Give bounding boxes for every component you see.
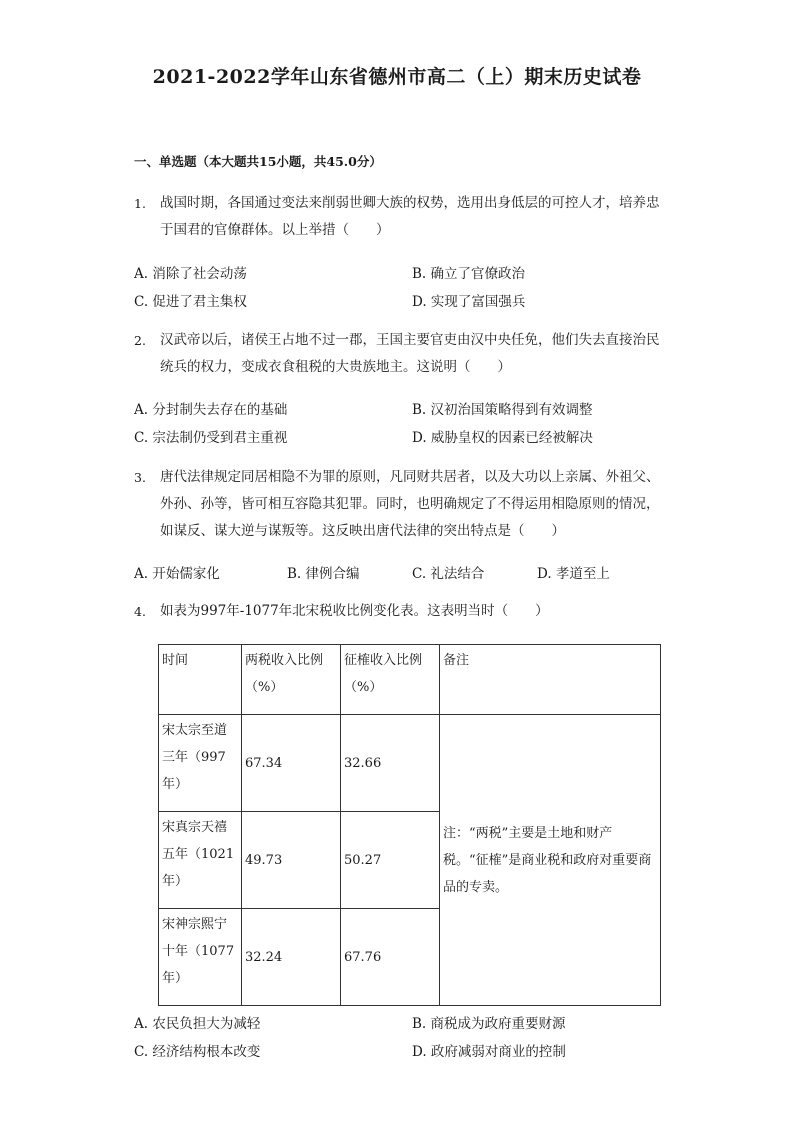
table-cell-liangshui: 67.34 [242,715,341,812]
section-heading: 一、单选题（本大题共15小题，共45.0分） [134,154,382,169]
option-c[interactable]: C. 促进了君主集权 [134,294,247,310]
table-header-cell: 备注 [440,645,661,715]
table-cell-liangshui: 32.24 [242,909,341,1006]
table-cell-time: 宋太宗至道三年（997年） [159,715,242,812]
question-text: 如表为997年-1077年北宋税收比例变化表。这表明当时（ ） [160,603,549,619]
option-b[interactable]: B. 确立了官僚政治 [412,266,526,282]
question-text: 汉武帝以后，诸侯王占地不过一郡，王国主要官吏由汉中央任免，他们失去直接治民统兵的权力，变成衣食租税的大贵族地主。这说明（ ） [160,332,660,375]
option-c[interactable]: C. 宗法制仍受到君主重视 [134,430,288,446]
page-title: 2021-2022学年山东省德州市高二（上）期末历史试卷 [152,66,642,88]
option-a[interactable]: A. 消除了社会动荡 [134,266,247,282]
option-a[interactable]: A. 开始儒家化 [134,566,220,582]
question-1 [134,190,664,244]
table-cell-zhengque: 50.27 [341,812,440,909]
option-d[interactable]: D. 威胁皇权的因素已经被解决 [412,430,593,446]
table-header-cell: 两税收入比例（%） [242,645,341,715]
option-c[interactable]: C. 经济结构根本改变 [134,1044,261,1060]
table-header-cell: 征榷收入比例（%） [341,645,440,715]
table-row [159,715,661,812]
question-number: 3. [134,470,146,485]
option-b[interactable]: B. 律例合编 [287,566,360,582]
option-d[interactable]: D. 实现了富国强兵 [412,294,526,310]
option-a[interactable]: A. 农民负担大为减轻 [134,1016,261,1032]
table-cell-zhengque: 32.66 [341,715,440,812]
option-d[interactable]: D. 政府减弱对商业的控制 [412,1044,566,1060]
option-d[interactable]: D. 孝道至上 [537,566,610,582]
table-cell-note: 注：“两税”主要是土地和财产税。“征榷”是商业税和政府对重要商品的专卖。 [440,715,661,1006]
question-number: 1. [134,196,146,211]
table-cell-zhengque: 67.76 [341,909,440,1006]
question-text: 唐代法律规定同居相隐不为罪的原则，凡同财共居者，以及大功以上亲属、外祖父、外孙、孙等，皆可相互容隐其犯罪。同时，也明确规定了不得运用相隐原则的情况，如谋反、谋大逆与谋叛等。这反映出唐代法律的突出特点是（ ） [160,469,660,539]
table-cell-liangshui: 49.73 [242,812,341,909]
question-number: 2. [134,333,146,348]
option-b[interactable]: B. 商税成为政府重要财源 [412,1016,566,1032]
question-2 [134,327,664,381]
question-number: 4. [134,604,146,619]
option-a[interactable]: A. 分封制失去存在的基础 [134,402,288,418]
table-header-row [159,645,661,715]
table-cell-time: 宋神宗熙宁十年（1077年） [159,909,242,1006]
question-3 [134,464,664,545]
table-cell-time: 宋真宗天禧五年（1021年） [159,812,242,909]
tax-table [158,644,661,1006]
table-header-cell: 时间 [159,645,242,715]
question-text: 战国时期，各国通过变法来削弱世卿大族的权势，选用出身低层的可控人才，培养忠于国君的官僚群体。以上举措（ ） [160,195,660,238]
question-4 [134,598,664,625]
option-c[interactable]: C. 礼法结合 [412,566,485,582]
option-b[interactable]: B. 汉初治国策略得到有效调整 [412,402,593,418]
